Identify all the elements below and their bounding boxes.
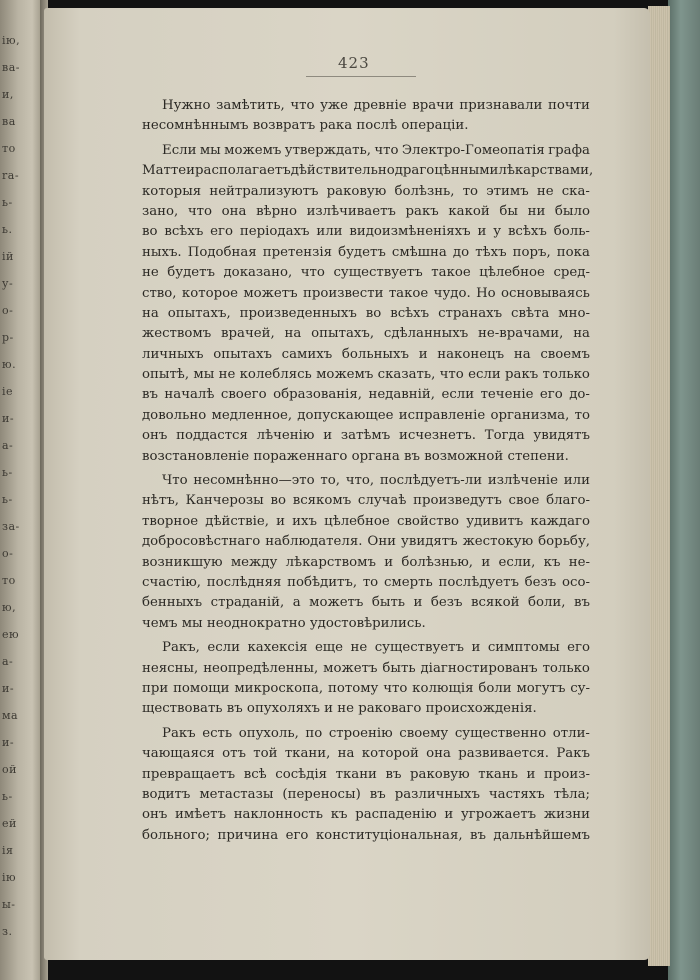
text-line: Что несомнѣнно—это то, что, послѣдуетъ-ли излѣченіе или	[162, 473, 590, 489]
text-line: личныхъ опытахъ самихъ больныхъ и наконецъ на своемъ	[142, 346, 590, 362]
text-line: жествомъ врачей, на опытахъ, сдѣланныхъ не-врачами, на	[142, 326, 590, 342]
left-page-fragment: ой	[2, 763, 17, 776]
text-line: добросовѣстнаго наблюдателя. Они увидятъ жестокую борьбу,	[142, 534, 590, 550]
text-line: ство, которое можетъ произвести такое чудо. Но основываясь	[142, 285, 590, 301]
text-line: Нужно замѣтить, что уже древніе врачи признавали почти	[162, 98, 590, 113]
text-line: Ракъ есть опухоль, по строенію своему существенно отли-	[162, 725, 590, 741]
text-line: творное дѣйствіе, и ихъ цѣлебное свойство удивитъ каждаго	[142, 513, 590, 529]
left-page-fragment: и-	[2, 412, 15, 425]
left-page-fragment: и,	[2, 88, 14, 101]
text-line: возстановленіе пораженнаго органа въ возможной степени.	[142, 448, 569, 464]
book-page	[44, 8, 650, 960]
left-page-fragment: ь-	[2, 493, 13, 506]
text-line: не будетъ доказано, что существуетъ такое цѣлебное сред-	[142, 265, 590, 281]
left-page-fragment: а-	[2, 439, 14, 452]
left-page-fragment: ва	[2, 115, 16, 128]
text-line: нѣтъ, Канчерозы во всякомъ случаѣ произведутъ свое благо-	[142, 493, 590, 509]
left-page-fragment: а-	[2, 655, 14, 668]
page-fore-edge	[648, 6, 670, 966]
left-page-fragment: ей	[2, 817, 17, 830]
text-line: счастію, послѣдняя побѣдитъ, то смерть послѣдуетъ безъ осо-	[142, 574, 590, 590]
left-page-fragment: ію,	[2, 34, 21, 47]
left-page-fragment: о-	[2, 304, 14, 317]
text-line: чающаяся отъ той ткани, на которой она развивается. Ракъ	[142, 746, 590, 762]
left-page-fragment: и-	[2, 682, 15, 695]
text-line: опытѣ, мы не колеблясь можемъ сказать, что если ракъ только	[142, 367, 590, 383]
text-line: неясны, неопредѣленны, можетъ быть діагностированъ только	[142, 660, 590, 676]
left-page-fragment: о-	[2, 547, 14, 560]
text-line: водитъ метастазы (переносы) въ различныхъ частяхъ тѣла;	[142, 786, 590, 802]
left-page-fragment: ею	[2, 628, 20, 641]
text-line: Маттеи располагаетъ дѣйствительно драгоцѣнными лѣкарствами,	[142, 163, 594, 179]
text-line: при помощи микроскопа, потому что колющія боли могутъ су-	[142, 680, 590, 696]
left-page-fragment: ь.	[2, 223, 13, 236]
text-line: бенныхъ страданій, а можетъ быть и безъ всякой боли, въ	[142, 595, 590, 611]
text-line: довольно медленное, допускающее исправленіе организма, то	[142, 407, 590, 423]
text-line: которыя нейтрализуютъ раковую болѣзнь, то этимъ не ска-	[142, 183, 590, 199]
left-page-fragment: ія	[2, 844, 14, 857]
text-line: превращаетъ всѣ сосѣдія ткани въ раковую ткань и произ-	[142, 766, 590, 782]
left-page-fragment: и-	[2, 736, 15, 749]
left-page-fragment: ie	[2, 385, 14, 398]
left-page-fragment: ь-	[2, 466, 13, 479]
left-page-fragment: ій	[2, 250, 14, 263]
page-body-text	[142, 96, 594, 846]
left-page-fragment: ь-	[2, 196, 13, 209]
text-line: зано, что она вѣрно излѣчиваетъ ракъ какой бы ни было	[142, 203, 590, 219]
left-page-fragment: ra-	[2, 169, 20, 182]
text-line: несомнѣннымъ возвратъ рака послѣ операціи.	[142, 118, 469, 134]
left-page-fragment: ю.	[2, 358, 17, 371]
left-page-fragment: то	[2, 574, 16, 587]
text-line: на опытахъ, произведенныхъ во всѣхъ странахъ свѣта мно-	[142, 305, 590, 321]
left-page-fragment: у-	[2, 277, 14, 290]
text-line: ществовать въ опухоляхъ и не раковаго происхожденія.	[142, 701, 537, 717]
left-page-fragment: ма	[2, 709, 19, 722]
header-rule	[306, 76, 416, 77]
text-line: чемъ мы неоднократно удостовѣрились.	[142, 615, 426, 631]
left-page-fragment: ва-	[2, 61, 20, 74]
text-line: онъ имѣетъ наклонность къ распаденію и угрожаетъ жизни	[142, 807, 590, 823]
left-page-fragment: ы-	[2, 898, 16, 911]
left-page-fragment: за-	[2, 520, 20, 533]
text-line: ныхъ. Подобная претензія будетъ смѣшна до тѣхъ поръ, пока	[142, 244, 590, 260]
left-page-fragment: ь-	[2, 790, 13, 803]
text-line: Ракъ, если кахексія еще не существуетъ и симптомы его	[162, 640, 590, 656]
text-line: въ началѣ своего образованія, недавній, если теченіе его до-	[142, 387, 590, 403]
left-page-fragment: ію	[2, 871, 17, 884]
left-page-fragment: то	[2, 142, 16, 155]
page-number: 423	[338, 54, 370, 72]
text-line: Если мы можемъ утверждать, что Электро-Гомеопатія графа	[162, 142, 590, 158]
text-line: онъ поддастся лѣченію и затѣмъ исчезнетъ. Тогда увидятъ	[142, 428, 590, 444]
book-cover	[668, 0, 700, 980]
left-page-fragment: р-	[2, 331, 14, 344]
text-line: возникшую между лѣкарствомъ и болѣзнью, и если, къ не-	[142, 554, 590, 570]
text-line: больного; причина его конституціональная, въ дальнѣйшемъ	[142, 827, 590, 843]
text-line: во всѣхъ его періодахъ или видоизмѣненіяхъ и у всѣхъ боль-	[142, 224, 590, 240]
facing-left-page	[0, 0, 40, 980]
left-page-fragment: з.	[2, 925, 13, 938]
left-page-fragment: ю,	[2, 601, 17, 614]
